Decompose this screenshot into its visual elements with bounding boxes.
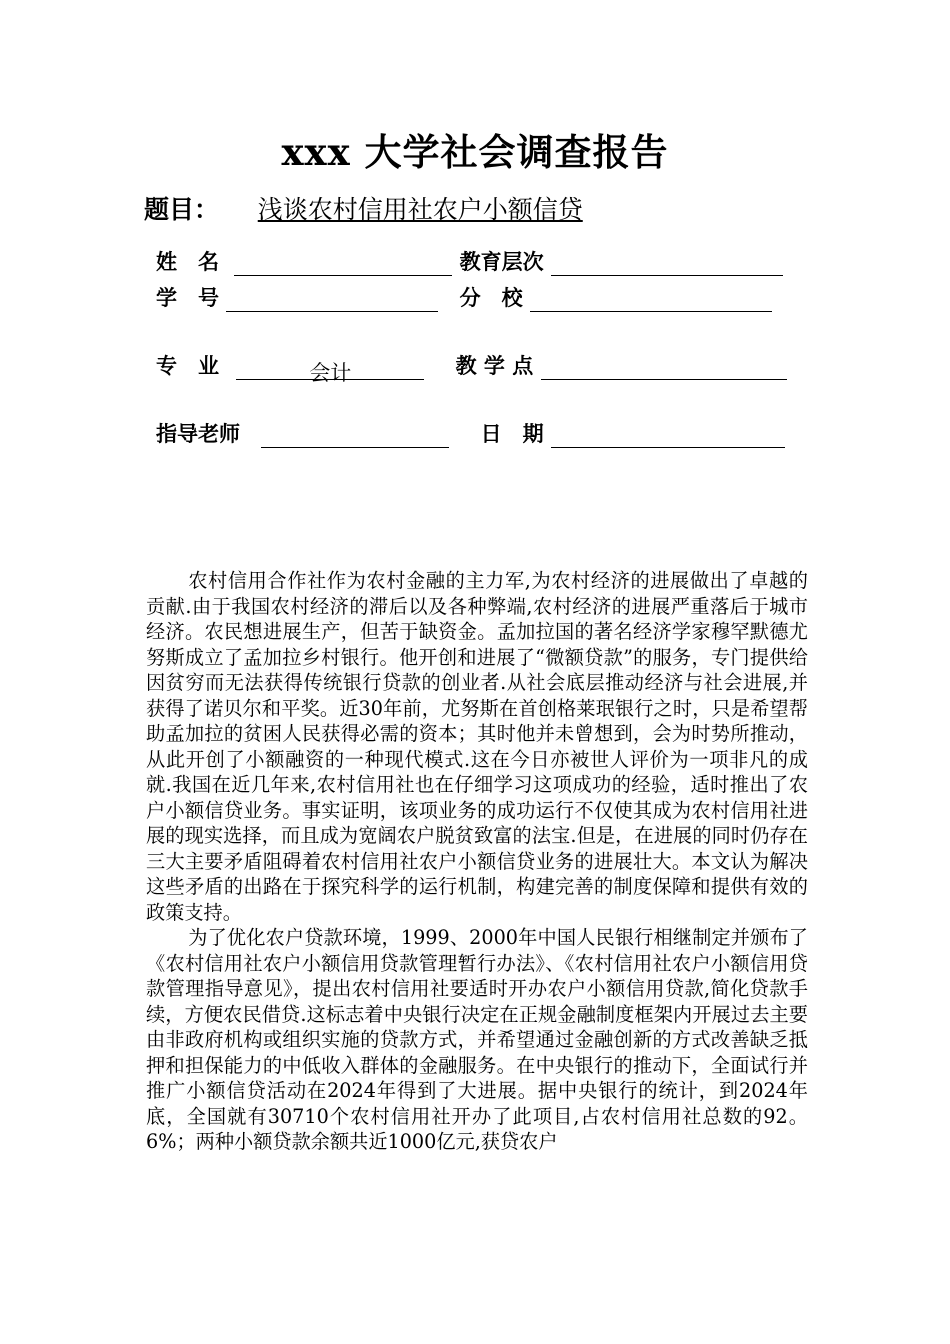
student-id-label: 学 号	[156, 285, 219, 310]
advisor-field[interactable]	[261, 425, 449, 448]
major-field[interactable]: 会计	[236, 357, 424, 380]
topic-value: 浅谈农村信用社农户小额信贷	[257, 195, 583, 224]
education-field[interactable]	[551, 253, 783, 276]
report-body	[146, 568, 808, 1155]
page-title: xxx 大学社会调查报告	[281, 130, 669, 174]
name-label: 姓 名	[156, 249, 219, 274]
teaching-point-field[interactable]	[541, 357, 787, 380]
topic-label: 题目：	[144, 195, 220, 224]
date-label: 日 期	[480, 421, 544, 446]
student-id-field[interactable]	[226, 289, 438, 312]
teaching-point-label: 教 学 点	[455, 353, 534, 378]
form-row-major	[156, 350, 787, 385]
advisor-label: 指导老师	[156, 421, 240, 446]
form-row-student-id	[156, 282, 772, 312]
topic-row	[144, 190, 583, 226]
major-label: 专 业	[156, 353, 219, 378]
date-field[interactable]	[551, 425, 785, 448]
campus-field[interactable]	[530, 289, 772, 312]
education-label: 教育层次	[459, 249, 544, 274]
campus-label: 分 校	[459, 285, 523, 310]
form-row-name	[156, 246, 783, 276]
body-paragraph-2: 为了优化农户贷款环境，1999、2000年中国人民银行相继制定并颁布了《农村信用社农户小额信用贷款管理暂行办法》、《农村信用社农户小额信用贷款管理指导意见》，提出农村信用社要适时开办农户小额信用贷款,简化贷款手续，方便农民借贷.这标志着中央银行决定在正规金融制度框架内开展过去主要由非政府机构或组织实施的贷款方式，并希望通过金融创新的方式改善缺乏抵押和担保能力的中低收入群体的金融服务。在中央银行的推动下，全面试行并推广小额信贷活动在2024年得到了大进展。据中央银行的统计，到2024年底，全国就有30710个农村信用社开办了此项目,占农村信用社总数的92。6%；两种小额贷款余额共近1000亿元,获贷农户	[146, 926, 808, 1153]
name-field[interactable]	[234, 253, 452, 276]
body-paragraph-1: 农村信用合作社作为农村金融的主力军,为农村经济的进展做出了卓越的贡献.由于我国农村经济的滞后以及各种弊端,农村经济的进展严重落后于城市经济。农民想进展生产，但苦于缺资金。孟加拉国的著名经济学家穆罕默德尤努斯成立了孟加拉乡村银行。他开创和进展了“微额贷款”的服务，专门提供给因贫穷而无法获得传统银行贷款的创业者.从社会底层推动经济与社会进展,并获得了诺贝尔和平奖。近30年前，尤努斯在首创格莱珉银行之时，只是希望帮助孟加拉的贫困人民获得必需的资本；其时他并未曾想到，会为时势所推动，从此开创了小额融资的一种现代模式.这在今日亦被世人评价为一项非凡的成就.我国在近几年来,农村信用社也在仔细学习这项成功的经验，适时推出了农户小额信贷业务。事实证明，该项业务的成功运行不仅使其成为农村信用社进展的现实选择，而且成为宽阔农户脱贫致富的法宝.但是，在进展的同时仍存在三大主要矛盾阻碍着农村信用社农户小额信贷业务的进展壮大。本文认为解决这些矛盾的出路在于探究科学的运行机制，构建完善的制度保障和提供有效的政策支持。	[146, 569, 808, 924]
form-row-advisor	[156, 418, 785, 448]
